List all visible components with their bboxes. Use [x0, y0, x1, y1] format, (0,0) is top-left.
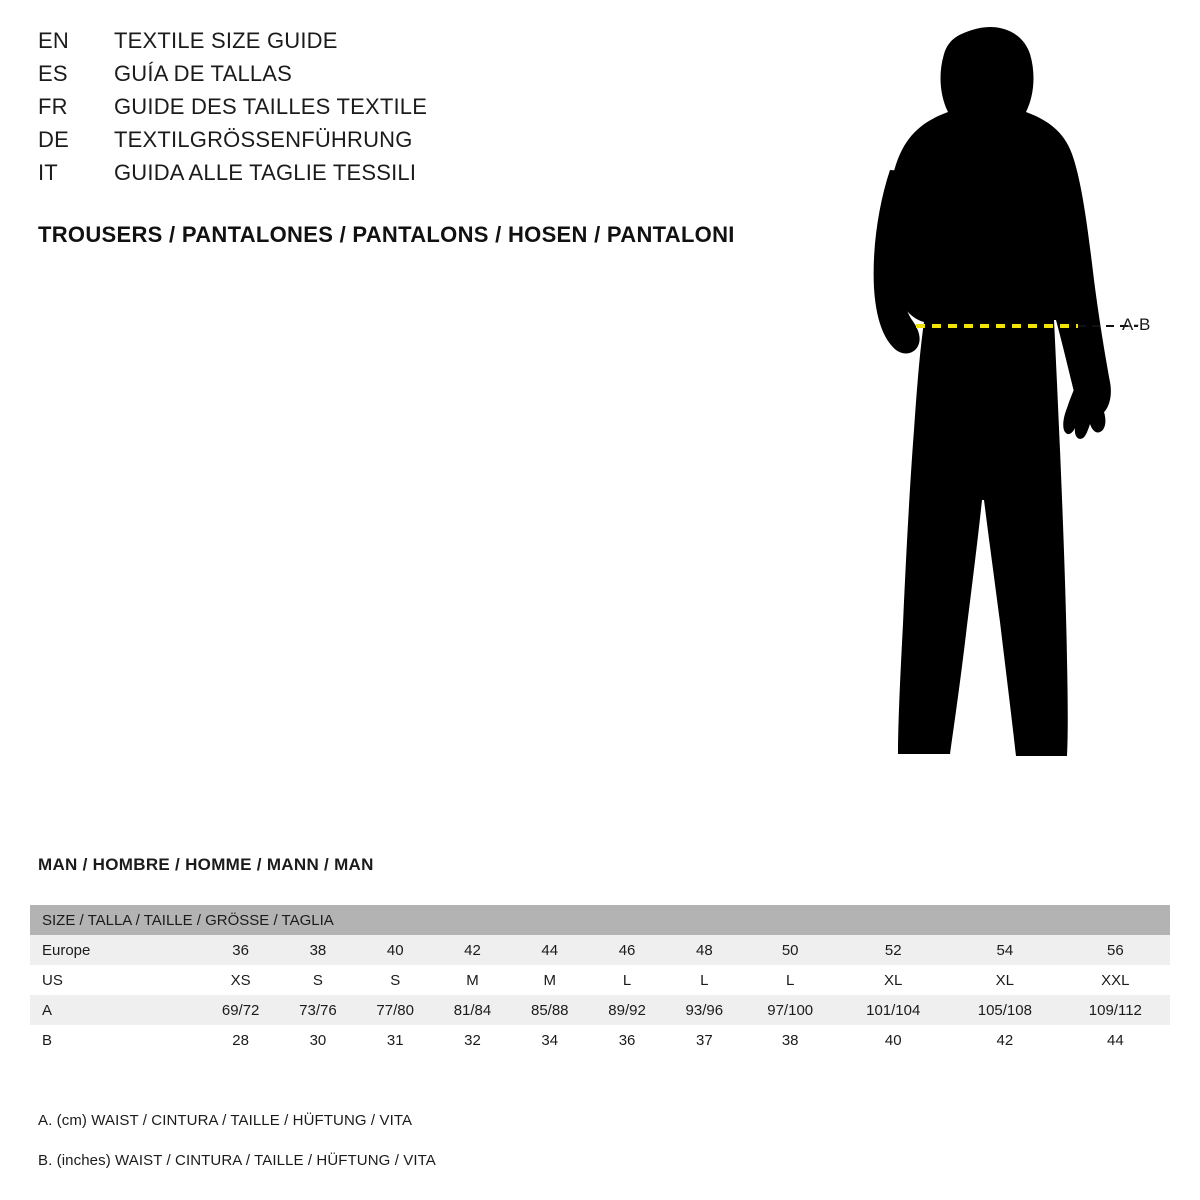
table-section-title: MAN / HOMBRE / HOMME / MANN / MAN [38, 855, 374, 874]
language-row [38, 28, 798, 61]
language-code: EN [38, 28, 69, 53]
table-cell: 93/96 [666, 995, 743, 1025]
table-cell: 36 [588, 1025, 665, 1055]
table-row [30, 995, 1170, 1025]
language-text: GUIDE DES TAILLES TEXTILE [114, 94, 428, 119]
table-cell: XL [837, 965, 949, 995]
language-code: DE [38, 127, 69, 152]
table-cell: 101/104 [837, 995, 949, 1025]
table-cell: L [666, 965, 743, 995]
table-cell: 30 [279, 1025, 356, 1055]
language-row [38, 94, 798, 127]
table-cell: 46 [588, 935, 665, 965]
language-row [38, 127, 798, 160]
table-cell: M [434, 965, 511, 995]
row-label: A [30, 995, 202, 1025]
language-text: TEXTILE SIZE GUIDE [114, 28, 338, 53]
table-row [30, 965, 1170, 995]
table-cell: 40 [357, 935, 434, 965]
table-cell: S [357, 965, 434, 995]
man-silhouette-icon [874, 27, 1111, 756]
table-cell: 34 [511, 1025, 588, 1055]
table-cell: 48 [666, 935, 743, 965]
table-cell: 36 [202, 935, 279, 965]
language-row [38, 160, 798, 193]
table-cell: 97/100 [743, 995, 837, 1025]
table-cell: L [743, 965, 837, 995]
language-text: GUIDA ALLE TAGLIE TESSILI [114, 160, 417, 185]
table-cell: XS [202, 965, 279, 995]
ab-measure-label: A-B [1122, 315, 1151, 334]
table-cell: XL [949, 965, 1061, 995]
table-cell: 56 [1061, 935, 1170, 965]
table-cell: L [588, 965, 665, 995]
table-cell: 37 [666, 1025, 743, 1055]
table-cell: 85/88 [511, 995, 588, 1025]
table-cell: 81/84 [434, 995, 511, 1025]
table-cell: 32 [434, 1025, 511, 1055]
legend-b: B. (inches) WAIST / CINTURA / TAILLE / HÜFTUNG / VITA [38, 1152, 436, 1169]
table-cell: 38 [743, 1025, 837, 1055]
language-list [38, 28, 798, 193]
table-cell: 38 [279, 935, 356, 965]
language-text: TEXTILGRÖSSENFÜHRUNG [114, 127, 413, 152]
table-cell: 105/108 [949, 995, 1061, 1025]
table-header-row [30, 905, 1170, 935]
table-cell: 54 [949, 935, 1061, 965]
row-label: B [30, 1025, 202, 1055]
garment-title: TROUSERS / PANTALONES / PANTALONS / HOSEN / PANTALONI [38, 222, 735, 247]
table-row [30, 1025, 1170, 1055]
table-cell: 44 [1061, 1025, 1170, 1055]
table-row [30, 935, 1170, 965]
language-row [38, 61, 798, 94]
language-text: GUÍA DE TALLAS [114, 61, 293, 86]
table-cell: 89/92 [588, 995, 665, 1025]
size-table [30, 905, 1170, 1055]
language-code: IT [38, 160, 58, 185]
table-cell: S [279, 965, 356, 995]
table-cell: 77/80 [357, 995, 434, 1025]
legend-a: A. (cm) WAIST / CINTURA / TAILLE / HÜFTUNG / VITA [38, 1112, 413, 1129]
language-code: ES [38, 61, 68, 86]
row-label: US [30, 965, 202, 995]
table-header-label: SIZE / TALLA / TAILLE / GRÖSSE / TAGLIA [30, 905, 1170, 935]
table-cell: 42 [949, 1025, 1061, 1055]
table-cell: 73/76 [279, 995, 356, 1025]
table-cell: XXL [1061, 965, 1170, 995]
table-cell: M [511, 965, 588, 995]
model-figure [820, 20, 1180, 810]
table-cell: 44 [511, 935, 588, 965]
table-cell: 28 [202, 1025, 279, 1055]
table-cell: 42 [434, 935, 511, 965]
table-cell: 31 [357, 1025, 434, 1055]
table-cell: 109/112 [1061, 995, 1170, 1025]
table-cell: 50 [743, 935, 837, 965]
language-code: FR [38, 94, 68, 119]
row-label: Europe [30, 935, 202, 965]
table-cell: 52 [837, 935, 949, 965]
table-cell: 40 [837, 1025, 949, 1055]
table-cell: 69/72 [202, 995, 279, 1025]
